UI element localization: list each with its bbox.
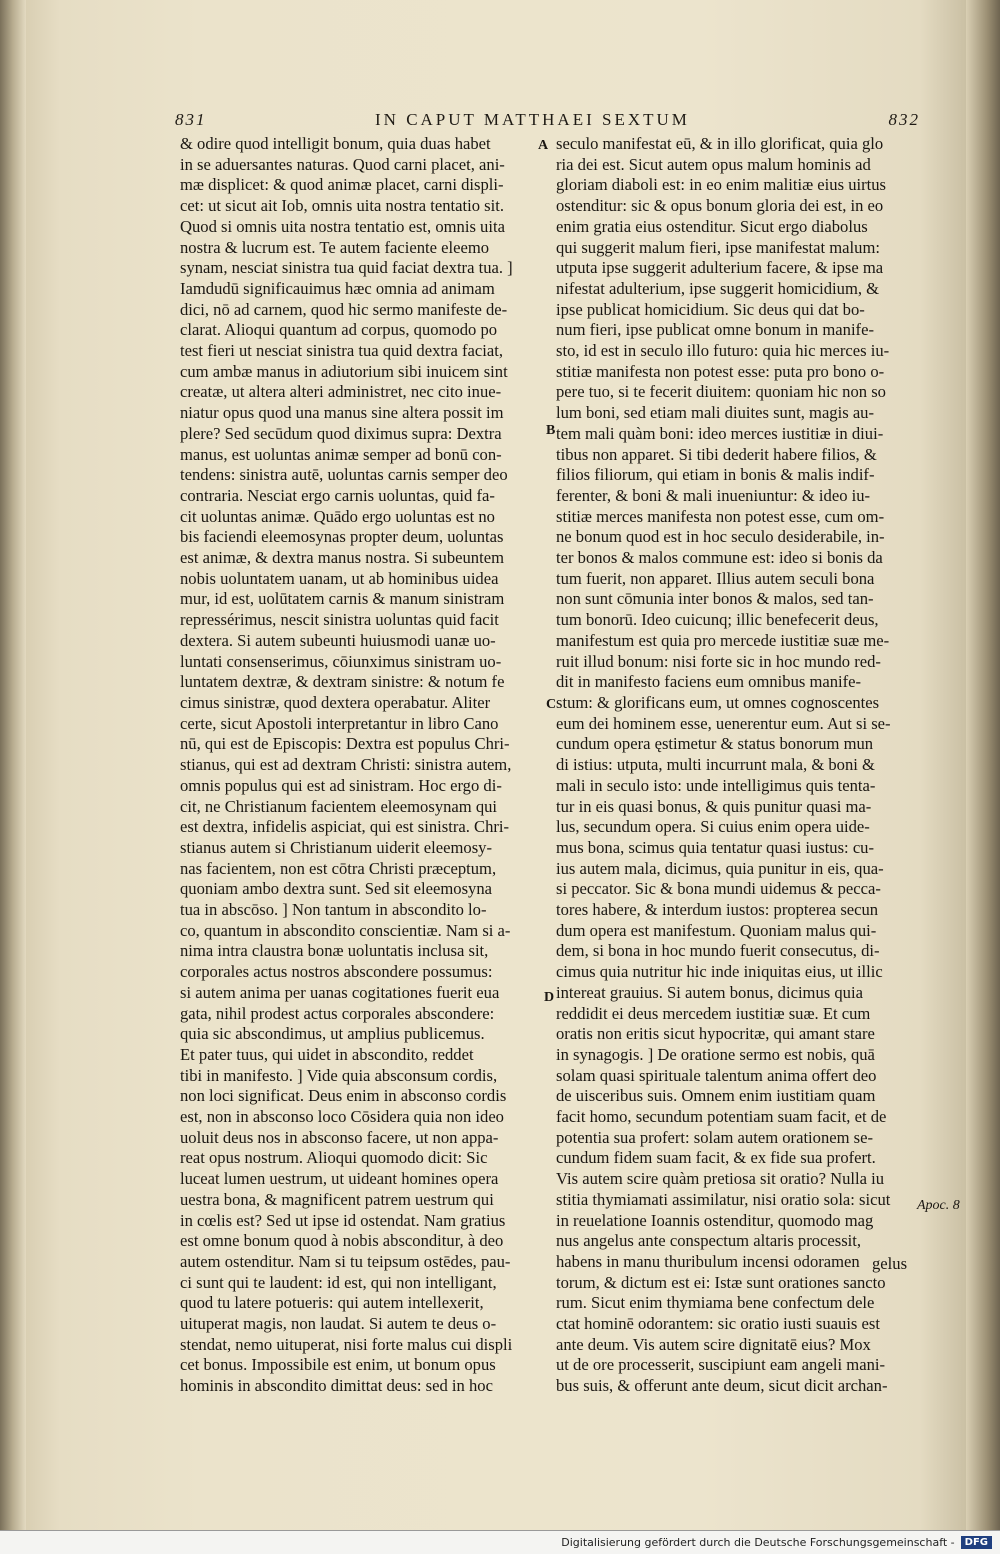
text-line: niatur opus quod una manus sine altera possit im xyxy=(180,403,504,423)
text-line: Et pater tuus, qui uidet in abscondito, reddet xyxy=(180,1044,474,1064)
text-line: est, non in absconso loco Cōsidera quia non ideo xyxy=(180,1107,504,1127)
text-line: qui suggerit malum fieri, ipse manifestat malum: xyxy=(556,237,880,257)
text-line: gata, nihil prodest actus corporales abscondere: xyxy=(180,1003,495,1023)
text-line: co, quantum in abscondito conscientiæ. Nam si a- xyxy=(180,920,511,940)
text-line: hominis in abscondito dimittat deus: sed in hoc xyxy=(180,1376,493,1396)
text-line: enim gratia eius ostenditur. Sicut ergo diabolus xyxy=(556,216,868,236)
text-line: luntati consenserimus, cōiunximus sinistram uo- xyxy=(180,651,502,671)
text-line: tua in abscōso. ] Non tantum in abscondito lo- xyxy=(180,900,487,920)
text-line: creatæ, ut altera alteri administret, nec cito inue- xyxy=(180,382,502,402)
text-line: bis faciendi eleemosynas propter deum, uoluntas xyxy=(180,527,504,547)
text-line: mus bona, scimus quia tentatur quasi iustus: cu- xyxy=(556,837,875,857)
text-line: ostenditur: sic & opus bonum gloria dei est, in eo xyxy=(556,196,884,216)
text-line: de uisceribus suis. Omnem enim iustitiam quam xyxy=(556,1086,876,1106)
text-line: ctat hominē odorantem: sic oratio iusti suauis est xyxy=(556,1314,880,1334)
margin-letter-a: A xyxy=(538,138,549,153)
text-line: seculo manifestat eū, & in illo glorificat, quia glo xyxy=(556,134,884,153)
text-line: ne bonum quod est in hoc seculo desiderabile, in- xyxy=(556,527,885,547)
text-line: ter bonos & malos commune est: ideo si bonis da xyxy=(556,548,883,568)
text-line: plere? Sed secūdum quod diximus supra: Dextra xyxy=(180,423,502,443)
running-title: IN CAPUT MATTHAEI SEXTUM xyxy=(375,110,690,129)
text-line: non loci significat. Deus enim in absconso cordis xyxy=(180,1086,507,1106)
text-line: num fieri, ipse publicat omne bonum in manife- xyxy=(556,320,874,340)
text-line: nas facientem, non est cōtra Christi præceptum, xyxy=(180,858,497,878)
text-line: cimus quia nutritur hic inde iniquitas eius, ut illic xyxy=(556,962,883,982)
text-line: cit uoluntas animæ. Quādo ergo uoluntas est no xyxy=(180,506,495,526)
text-line: sto, id est in seculo illo futuro: quia hic merces iu- xyxy=(556,341,890,361)
text-line: nima intra claustra bonæ uoluntatis inclusa sit, xyxy=(180,941,489,961)
text-line: ci sunt qui te laudent: id est, qui non intelligant, xyxy=(180,1272,497,1292)
text-line: certe, sicut Apostoli interpretantur in libro Cano xyxy=(180,713,499,733)
text-line: stitia thymiamati assimilatur, nisi oratio sola: sicut xyxy=(556,1189,891,1209)
text-line: ria dei est. Sicut autem opus malum hominis ad xyxy=(556,154,871,174)
marginal-reference: Apoc. 8 xyxy=(917,1198,960,1213)
text-line: luntatem dextræ, & dextram sinistre: & notum fe xyxy=(180,672,505,692)
text-line: in se aduersantes naturas. Quod carni placet, ani- xyxy=(180,154,505,174)
text-line: stianus, qui est ad dextram Christi: sinistra autem, xyxy=(180,755,512,775)
text-line: rum. Sicut enim thymiama bene confectum dele xyxy=(556,1293,875,1313)
right-text-column xyxy=(556,134,916,1397)
text-line: tores habere, & interdum iustos: propterea secun xyxy=(556,900,879,920)
text-line: si peccator. Sic & bona mundi uidemus & pecca- xyxy=(556,879,881,899)
text-line: mæ displicet: & quod animæ placet, carni displi- xyxy=(180,175,504,195)
text-line: est omne bonum quod à nobis absconditur, à deo xyxy=(180,1231,504,1251)
text-line: lus, secundum opera. Si cuius enim opera uide- xyxy=(556,817,870,837)
text-line: uoluit deus nos in absconso facere, ut non appa- xyxy=(180,1127,499,1147)
text-line: cet bonus. Impossibile est enim, ut bonum opus xyxy=(180,1355,496,1375)
text-line: est animæ, & dextra manus nostra. Si subeuntem xyxy=(180,548,504,568)
text-line: autem ostenditur. Nam si tu teipsum ostēdes, pau- xyxy=(180,1251,511,1271)
text-line: reat opus nostrum. Alioqui quomodo dicit: Sic xyxy=(180,1148,488,1168)
text-line: intereat grauius. Si autem bonus, dicimus quia xyxy=(556,982,863,1002)
text-line: pere tuo, si te fecerit diuitem: quoniam hic non so xyxy=(556,382,886,402)
catchword: gelus xyxy=(872,1254,908,1273)
text-line: in reuelatione Ioannis ostenditur, quomodo mag xyxy=(556,1210,874,1230)
text-line: quod tu latere potueris: qui autem intellexerit, xyxy=(180,1293,484,1313)
text-line: & odire quod intelligit bonum, quia duas habet xyxy=(180,134,491,153)
text-line: repressérimus, nescit sinistra uoluntas quid facit xyxy=(180,610,499,630)
left-text-column xyxy=(180,134,540,1397)
running-head xyxy=(175,110,920,134)
text-line: dit in manifesto faciens eum omnibus manife- xyxy=(556,672,862,692)
page-number-right: 832 xyxy=(888,110,920,129)
text-line: ferenter, & boni & mali inueniuntur: & ideo iu- xyxy=(556,485,871,505)
margin-letter-d: D xyxy=(544,990,555,1005)
page-edge xyxy=(966,0,1000,1530)
text-line: cundum fidem suam facit, & ex fide sua profert. xyxy=(556,1148,876,1168)
text-line: luceat lumen uestrum, ut uideant homines opera xyxy=(180,1169,499,1189)
text-line: cet: ut sicut ait Iob, omnis uita nostra tentatio sit. xyxy=(180,196,504,216)
text-line: tur in eis quasi bonus, & quis punitur quasi ma- xyxy=(556,796,872,816)
text-line: bus suis, & offerunt ante deum, sicut dicit archan- xyxy=(556,1376,888,1396)
text-line: clarat. Alioqui quantum ad corpus, quomodo po xyxy=(180,320,498,340)
text-line: cundum opera ęstimetur & status bonorum mun xyxy=(556,734,874,754)
text-line: cit, ne Christianum facientem eleemosynam qui xyxy=(180,796,498,816)
text-line: nus angelus ante conspectum altaris processit, xyxy=(556,1231,862,1251)
text-line: nostra & lucrum est. Te autem faciente eleemo xyxy=(180,237,490,257)
text-line: stum: & glorificans eum, ut omnes cognoscentes xyxy=(556,692,880,712)
text-line: di istius: utputa, multi incurrunt mala, & boni & xyxy=(556,755,875,775)
margin-letter-b: B xyxy=(546,423,556,438)
text-line: in cœlis est? Sed ut ipse id ostendat. Nam gratius xyxy=(180,1210,506,1230)
text-line: Quod si omnis uita nostra tentatio est, omnis uita xyxy=(180,216,505,236)
text-line: stitiæ merces manifesta non potest esse, cum om- xyxy=(556,506,885,526)
text-line: Vis autem scire quàm pretiosa sit oratio? Nulla iu xyxy=(556,1169,885,1189)
text-line: lum boni, sed etiam mali diuites sunt, magis au- xyxy=(556,403,875,423)
text-line: utputa ipse suggerit adulterium facere, & ipse ma xyxy=(556,258,884,278)
text-line: nifestat adulterium, ipse suggerit homicidium, & xyxy=(556,278,880,298)
text-line: tum bonorū. Ideo cuicunq; illic benefecerit deus, xyxy=(556,610,879,630)
text-line: non sunt cōmunia inter bonos & malos, sed tan- xyxy=(556,589,874,609)
text-line: mur, id est, uolūtatem carnis & manum sinistram xyxy=(180,589,505,609)
text-line: dem, si bona in hoc mundo fuerit consecutus, di- xyxy=(556,941,880,961)
text-line: nū, qui est de Episcopis: Dextra est populus Chri- xyxy=(180,734,510,754)
text-line: uestra bona, & magnificent patrem uestrum qui xyxy=(180,1189,494,1209)
text-line: eum dei hominem esse, uenerentur eum. Aut si se- xyxy=(556,713,891,733)
text-line: quoniam ambo dextra sunt. Sed sit eleemosyna xyxy=(180,879,492,899)
text-line: torum, & dictum est ei: Istæ sunt orationes sancto xyxy=(556,1272,886,1292)
text-line: ante deum. Vis autem scire dignitatē eius? Mox xyxy=(556,1334,871,1354)
text-line: gloriam diaboli est: in eo enim malitiæ eius uirtus xyxy=(556,175,886,195)
text-line: stitiæ manifesta non potest esse: puta pro bono o- xyxy=(556,361,885,381)
text-line: nobis uoluntatem uanam, ut ab hominibus uidea xyxy=(180,568,499,588)
text-line: omnis populus qui est ad sinistram. Hoc ergo di- xyxy=(180,775,502,795)
text-line: ipse publicat homicidium. Sic deus qui dat bo- xyxy=(556,299,865,319)
text-line: tendens: sinistra autē, uoluntas carnis semper deo xyxy=(180,465,508,485)
text-line: manus, est uoluntas animæ semper ad bonū con- xyxy=(180,444,502,464)
text-line: solam quasi spirituale talentum anima offert deo xyxy=(556,1065,877,1085)
text-line: stendat, nemo uituperat, nisi forte malus cui displi xyxy=(180,1334,513,1354)
text-line: facit homo, secundum potentiam suam facit, et de xyxy=(556,1107,887,1127)
text-line: dextera. Si autem subeunti huiusmodi uanæ uo- xyxy=(180,630,496,650)
text-line: corporales actus nostros abscondere possumus: xyxy=(180,962,493,982)
text-line: synam, nesciat sinistra tua quid faciat dextra tua. ] xyxy=(180,258,513,278)
text-line: ius autem mala, dicimus, quia punitur in eis, qua- xyxy=(556,858,884,878)
page-number-left: 831 xyxy=(175,110,207,129)
text-line: Iamdudū significauimus hæc omnia ad animam xyxy=(180,278,495,298)
text-line: uituperat magis, non laudat. Si autem te deus o- xyxy=(180,1314,497,1334)
text-line: reddidit ei deus mercedem iustitiæ suæ. Et cum xyxy=(556,1003,871,1023)
text-line: dici, nō ad carnem, quod hic sermo manifeste de- xyxy=(180,299,508,319)
text-line: cimus sinistræ, quod dextera operabatur. Aliter xyxy=(180,692,491,712)
text-line: est dextra, infidelis aspiciat, qui est sinistra. Chri- xyxy=(180,817,510,837)
text-line: test fieri ut nesciat sinistra tua quid dextra faciat, xyxy=(180,341,504,361)
text-line: stianus autem si Christianum uiderit eleemosy- xyxy=(180,837,492,857)
text-line: si autem anima per uanas cogitationes fuerit eua xyxy=(180,982,500,1002)
text-line: filios filiorum, qui etiam in bonis & malis indif- xyxy=(556,465,875,485)
text-line: tibus non apparet. Si tibi dederit habere filios, & xyxy=(556,444,877,464)
text-line: habens in manu thuribulum incensi odoramen xyxy=(556,1251,860,1271)
text-line: oratis non eritis sicut hypocritæ, qui amant stare xyxy=(556,1024,875,1044)
text-line: quia sic abscondimus, ut amplius publicemus. xyxy=(180,1024,485,1044)
text-line: tibi in manifesto. ] Vide quia absconsum cordis, xyxy=(180,1065,498,1085)
text-line: ut de ore processerit, suscipiunt eam angeli mani- xyxy=(556,1355,886,1375)
text-line: ruit illud bonum: nisi forte sic in hoc mundo red- xyxy=(556,651,881,671)
footer-text: Digitalisierung gefördert durch die Deutsche Forschungsgemeinschaft - xyxy=(561,1536,955,1549)
text-line: cum ambæ manus in adiutorium sibi inuicem sint xyxy=(180,361,508,381)
dfg-logo: DFG xyxy=(961,1536,992,1549)
text-line: dum opera est manifestum. Quoniam malus qui- xyxy=(556,920,877,940)
text-line: tem mali quàm boni: ideo merces iustitiæ in diui- xyxy=(556,423,884,443)
text-line: tum fuerit, non apparet. Illius autem seculi bona xyxy=(556,568,875,588)
footer-bar xyxy=(0,1530,1000,1554)
text-line: mali in seculo isto: unde intelligimus quis tenta- xyxy=(556,775,876,795)
page-gutter xyxy=(0,0,26,1530)
margin-letter-c: C xyxy=(546,697,557,712)
text-line: manifestum est quia pro mercede iustitiæ suæ me- xyxy=(556,630,890,650)
text-line: in synagogis. ] De oratione sermo est nobis, quā xyxy=(556,1044,875,1064)
text-line: contraria. Nesciat ergo carnis uoluntas, quid fa- xyxy=(180,485,495,505)
text-line: potentia sua profert: solam autem orationem se- xyxy=(556,1127,874,1147)
